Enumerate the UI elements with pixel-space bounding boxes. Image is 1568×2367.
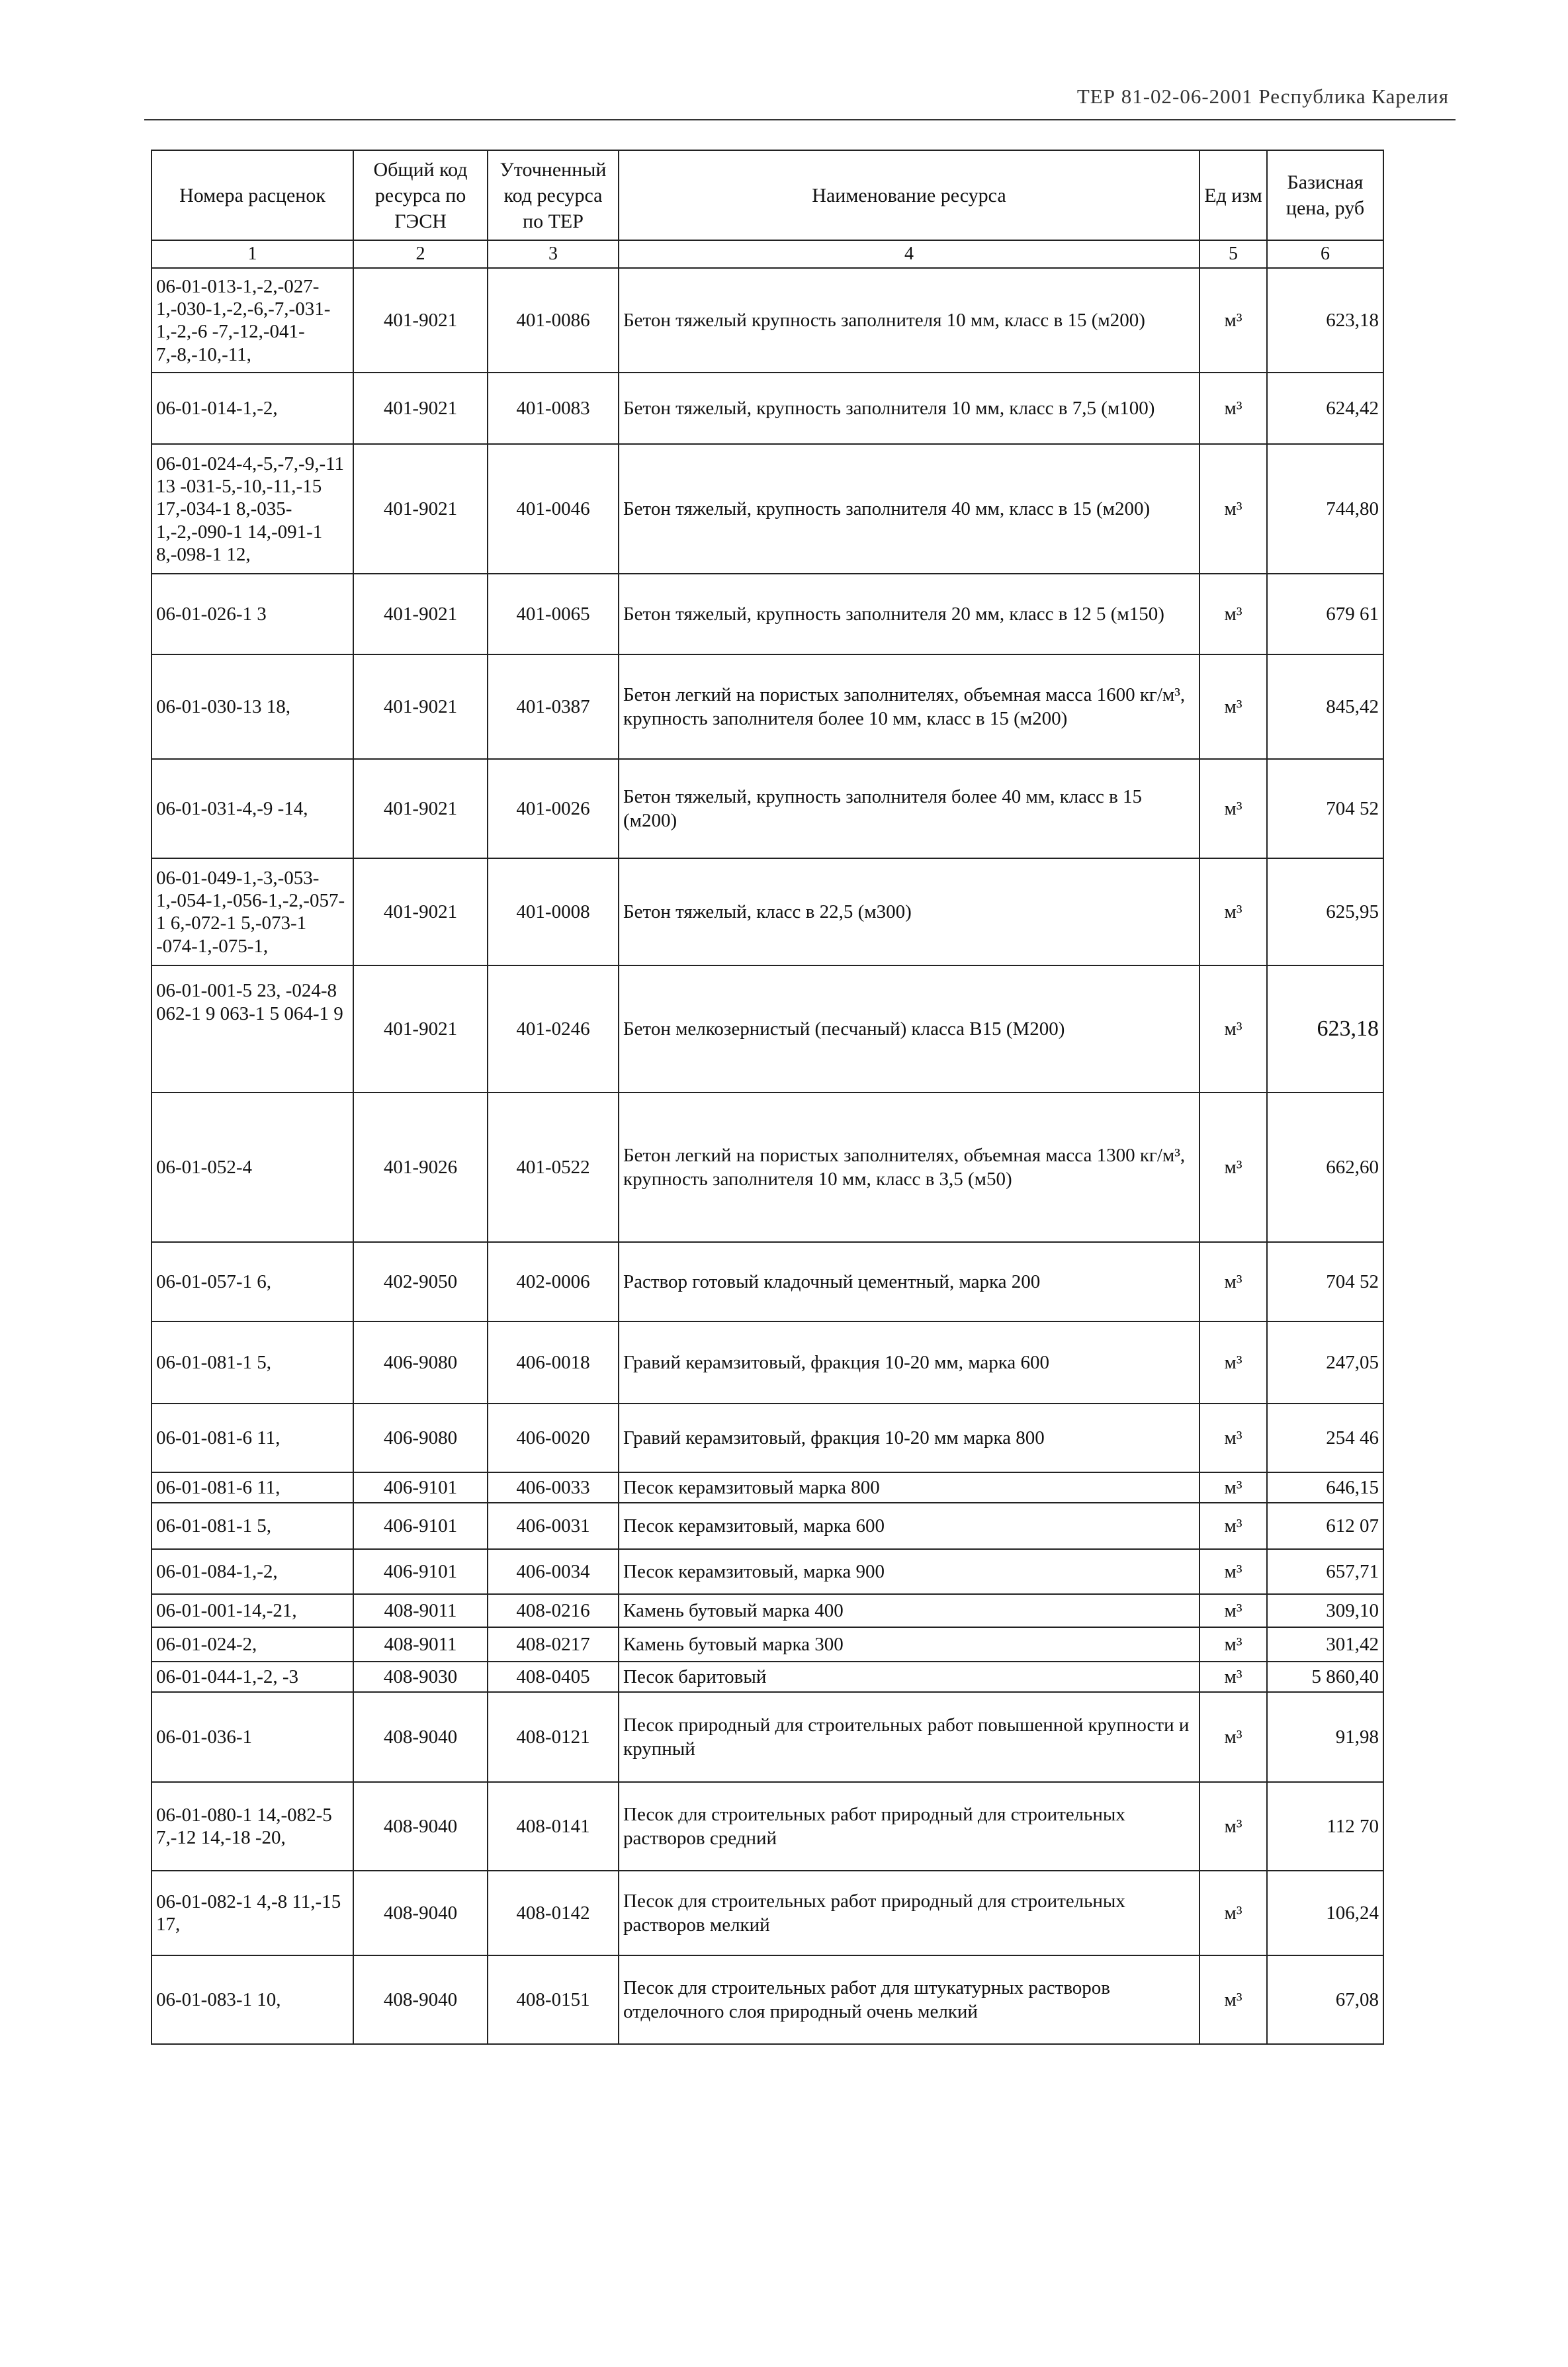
rate-numbers-cell: 06-01-001-14,-21, bbox=[152, 1594, 353, 1627]
ter-code-cell: 406-0034 bbox=[488, 1549, 619, 1594]
table-row bbox=[152, 1627, 1383, 1662]
column-number: 2 bbox=[353, 240, 488, 268]
table-row bbox=[152, 1503, 1383, 1549]
gesn-code-cell: 401-9021 bbox=[353, 965, 488, 1093]
table-row bbox=[152, 1093, 1383, 1242]
table-row bbox=[152, 268, 1383, 373]
gesn-code-cell: 406-9080 bbox=[353, 1321, 488, 1404]
column-number: 5 bbox=[1199, 240, 1267, 268]
rate-numbers-cell: 06-01-084-1,-2, bbox=[152, 1549, 353, 1594]
rate-numbers-cell: 06-01-044-1,-2, -3 bbox=[152, 1662, 353, 1692]
table-row bbox=[152, 1549, 1383, 1594]
price-cell: 657,71 bbox=[1267, 1549, 1383, 1594]
resource-name-cell: Песок для строительных работ для штукатурных растворов отделочного слоя природный очень мелкий bbox=[619, 1955, 1199, 2044]
table-row bbox=[152, 654, 1383, 759]
unit-cell: м³ bbox=[1199, 1242, 1267, 1321]
resource-name-cell: Гравий керамзитовый, фракция 10-20 мм, марка 600 bbox=[619, 1321, 1199, 1404]
unit-cell: м³ bbox=[1199, 1627, 1267, 1662]
price-cell: 309,10 bbox=[1267, 1594, 1383, 1627]
unit-cell: м³ bbox=[1199, 1321, 1267, 1404]
unit-cell: м³ bbox=[1199, 1549, 1267, 1594]
unit-cell: м³ bbox=[1199, 373, 1267, 444]
rate-numbers-cell: 06-01-024-4,-5,-7,-9,-11 13 -031-5,-10,-11,-15 17,-034-1 8,-035-1,-2,-090-1 14,-091-1 8,-098-1 12, bbox=[152, 444, 353, 574]
unit-cell: м³ bbox=[1199, 1404, 1267, 1472]
table-header-row bbox=[152, 150, 1383, 240]
table-row bbox=[152, 373, 1383, 444]
resource-name-cell: Бетон легкий на пористых заполнителях, объемная масса 1600 кг/м³, крупность заполнителя более 10 мм, класс в 15 (м200) bbox=[619, 654, 1199, 759]
price-cell: 845,42 bbox=[1267, 654, 1383, 759]
price-cell: 625,95 bbox=[1267, 858, 1383, 965]
resource-name-cell: Камень бутовый марка 300 bbox=[619, 1627, 1199, 1662]
gesn-code-cell: 408-9040 bbox=[353, 1782, 488, 1871]
resource-name-cell: Песок керамзитовый, марка 600 bbox=[619, 1503, 1199, 1549]
rate-numbers-cell: 06-01-024-2, bbox=[152, 1627, 353, 1662]
rate-numbers-cell: 06-01-030-13 18, bbox=[152, 654, 353, 759]
gesn-code-cell: 406-9080 bbox=[353, 1404, 488, 1472]
unit-cell: м³ bbox=[1199, 1662, 1267, 1692]
ter-code-cell: 401-0065 bbox=[488, 574, 619, 654]
resource-price-table bbox=[151, 150, 1384, 2045]
column-header-base-price: Базисная цена, руб bbox=[1267, 150, 1383, 240]
table-row bbox=[152, 1321, 1383, 1404]
price-cell: 704 52 bbox=[1267, 1242, 1383, 1321]
gesn-code-cell: 408-9030 bbox=[353, 1662, 488, 1692]
rate-numbers-cell: 06-01-081-1 5, bbox=[152, 1503, 353, 1549]
column-header-rates: Номера расценок bbox=[152, 150, 353, 240]
rate-numbers-cell: 06-01-057-1 6, bbox=[152, 1242, 353, 1321]
resource-name-cell: Бетон легкий на пористых заполнителях, объемная масса 1300 кг/м³, крупность заполнителя 10 мм, класс в 3,5 (м50) bbox=[619, 1093, 1199, 1242]
gesn-code-cell: 406-9101 bbox=[353, 1472, 488, 1503]
table-row bbox=[152, 1594, 1383, 1627]
gesn-code-cell: 401-9021 bbox=[353, 759, 488, 858]
resource-name-cell: Песок для строительных работ природный для строительных растворов мелкий bbox=[619, 1871, 1199, 1955]
unit-cell: м³ bbox=[1199, 965, 1267, 1093]
ter-code-cell: 406-0033 bbox=[488, 1472, 619, 1503]
gesn-code-cell: 408-9011 bbox=[353, 1594, 488, 1627]
gesn-code-cell: 401-9021 bbox=[353, 574, 488, 654]
gesn-code-cell: 401-9021 bbox=[353, 858, 488, 965]
unit-cell: м³ bbox=[1199, 574, 1267, 654]
price-cell: 106,24 bbox=[1267, 1871, 1383, 1955]
table-row bbox=[152, 1404, 1383, 1472]
rate-numbers-cell: 06-01-014-1,-2, bbox=[152, 373, 353, 444]
unit-cell: м³ bbox=[1199, 268, 1267, 373]
unit-cell: м³ bbox=[1199, 1093, 1267, 1242]
ter-code-cell: 401-0046 bbox=[488, 444, 619, 574]
ter-code-cell: 401-0026 bbox=[488, 759, 619, 858]
header-divider bbox=[144, 119, 1456, 120]
gesn-code-cell: 401-9021 bbox=[353, 373, 488, 444]
unit-cell: м³ bbox=[1199, 858, 1267, 965]
column-number: 6 bbox=[1267, 240, 1383, 268]
rate-numbers-cell: 06-01-083-1 10, bbox=[152, 1955, 353, 2044]
unit-cell: м³ bbox=[1199, 1871, 1267, 1955]
column-header-ter-code: Уточненный код ресурса по ТЕР bbox=[488, 150, 619, 240]
rate-numbers-cell: 06-01-031-4,-9 -14, bbox=[152, 759, 353, 858]
resource-name-cell: Песок для строительных работ природный для строительных растворов средний bbox=[619, 1782, 1199, 1871]
rate-numbers-cell: 06-01-081-6 11, bbox=[152, 1472, 353, 1503]
gesn-code-cell: 408-9011 bbox=[353, 1627, 488, 1662]
ter-code-cell: 401-0086 bbox=[488, 268, 619, 373]
price-cell: 646,15 bbox=[1267, 1472, 1383, 1503]
resource-name-cell: Бетон тяжелый, крупность заполнителя более 40 мм, класс в 15 (м200) bbox=[619, 759, 1199, 858]
table-row bbox=[152, 1472, 1383, 1503]
price-cell: 612 07 bbox=[1267, 1503, 1383, 1549]
resource-name-cell: Песок баритовый bbox=[619, 1662, 1199, 1692]
price-cell: 624,42 bbox=[1267, 373, 1383, 444]
page-header: ТЕР 81-02-06-2001 Республика Карелия bbox=[1076, 85, 1449, 108]
table-row bbox=[152, 1871, 1383, 1955]
ter-code-cell: 406-0018 bbox=[488, 1321, 619, 1404]
column-header-gesn-code: Общий код ресурса по ГЭСН bbox=[353, 150, 488, 240]
ter-code-cell: 401-0083 bbox=[488, 373, 619, 444]
table-row bbox=[152, 1782, 1383, 1871]
unit-cell: м³ bbox=[1199, 444, 1267, 574]
table-row bbox=[152, 759, 1383, 858]
ter-code-cell: 406-0031 bbox=[488, 1503, 619, 1549]
gesn-code-cell: 402-9050 bbox=[353, 1242, 488, 1321]
ter-code-cell: 401-0246 bbox=[488, 965, 619, 1093]
table-row bbox=[152, 574, 1383, 654]
unit-cell: м³ bbox=[1199, 1692, 1267, 1782]
rate-numbers-cell: 06-01-082-1 4,-8 11,-15 17, bbox=[152, 1871, 353, 1955]
resource-name-cell: Бетон тяжелый, крупность заполнителя 40 мм, класс в 15 (м200) bbox=[619, 444, 1199, 574]
price-cell: 112 70 bbox=[1267, 1782, 1383, 1871]
resource-name-cell: Бетон тяжелый крупность заполнителя 10 мм, класс в 15 (м200) bbox=[619, 268, 1199, 373]
gesn-code-cell: 408-9040 bbox=[353, 1955, 488, 2044]
gesn-code-cell: 406-9101 bbox=[353, 1503, 488, 1549]
table-row bbox=[152, 1955, 1383, 2044]
rate-numbers-cell: 06-01-080-1 14,-082-5 7,-12 14,-18 -20, bbox=[152, 1782, 353, 1871]
rate-numbers-cell: 06-01-036-1 bbox=[152, 1692, 353, 1782]
unit-cell: м³ bbox=[1199, 654, 1267, 759]
column-number: 4 bbox=[619, 240, 1199, 268]
column-number-row bbox=[152, 240, 1383, 268]
column-header-resource-name: Наименование ресурса bbox=[619, 150, 1199, 240]
rate-numbers-cell: 06-01-013-1,-2,-027-1,-030-1,-2,-6,-7,-031-1,-2,-6 -7,-12,-041-7,-8,-10,-11, bbox=[152, 268, 353, 373]
price-cell: 704 52 bbox=[1267, 759, 1383, 858]
unit-cell: м³ bbox=[1199, 1594, 1267, 1627]
ter-code-cell: 406-0020 bbox=[488, 1404, 619, 1472]
gesn-code-cell: 408-9040 bbox=[353, 1871, 488, 1955]
unit-cell: м³ bbox=[1199, 1782, 1267, 1871]
resource-name-cell: Бетон мелкозернистый (песчаный) класса В15 (М200) bbox=[619, 965, 1199, 1093]
rate-numbers-cell: 06-01-081-6 11, bbox=[152, 1404, 353, 1472]
price-cell: 623,18 bbox=[1267, 268, 1383, 373]
unit-cell: м³ bbox=[1199, 1503, 1267, 1549]
table-row bbox=[152, 1662, 1383, 1692]
ter-code-cell: 408-0141 bbox=[488, 1782, 619, 1871]
ter-code-cell: 402-0006 bbox=[488, 1242, 619, 1321]
ter-code-cell: 408-0121 bbox=[488, 1692, 619, 1782]
resource-name-cell: Песок керамзитовый, марка 900 bbox=[619, 1549, 1199, 1594]
unit-cell: м³ bbox=[1199, 1955, 1267, 2044]
unit-cell: м³ bbox=[1199, 1472, 1267, 1503]
resource-name-cell: Бетон тяжелый, класс в 22,5 (м300) bbox=[619, 858, 1199, 965]
resource-name-cell: Бетон тяжелый, крупность заполнителя 20 мм, класс в 12 5 (м150) bbox=[619, 574, 1199, 654]
column-number: 3 bbox=[488, 240, 619, 268]
price-cell: 301,42 bbox=[1267, 1627, 1383, 1662]
gesn-code-cell: 401-9026 bbox=[353, 1093, 488, 1242]
resource-name-cell: Камень бутовый марка 400 bbox=[619, 1594, 1199, 1627]
rate-numbers-cell: 06-01-026-1 3 bbox=[152, 574, 353, 654]
ter-code-cell: 401-0008 bbox=[488, 858, 619, 965]
table-row bbox=[152, 444, 1383, 574]
rate-numbers-cell: 06-01-001-5 23, -024-8 062-1 9 063-1 5 064-1 9 bbox=[152, 965, 353, 1093]
price-cell: 662,60 bbox=[1267, 1093, 1383, 1242]
price-cell: 744,80 bbox=[1267, 444, 1383, 574]
unit-cell: м³ bbox=[1199, 759, 1267, 858]
table-row bbox=[152, 965, 1383, 1093]
price-cell: 91,98 bbox=[1267, 1692, 1383, 1782]
gesn-code-cell: 401-9021 bbox=[353, 444, 488, 574]
resource-name-cell: Бетон тяжелый, крупность заполнителя 10 мм, класс в 7,5 (м100) bbox=[619, 373, 1199, 444]
ter-code-cell: 401-0522 bbox=[488, 1093, 619, 1242]
rate-numbers-cell: 06-01-081-1 5, bbox=[152, 1321, 353, 1404]
ter-code-cell: 408-0217 bbox=[488, 1627, 619, 1662]
column-header-unit: Ед изм bbox=[1199, 150, 1267, 240]
price-cell: 254 46 bbox=[1267, 1404, 1383, 1472]
ter-code-cell: 408-0405 bbox=[488, 1662, 619, 1692]
price-cell: 67,08 bbox=[1267, 1955, 1383, 2044]
gesn-code-cell: 401-9021 bbox=[353, 654, 488, 759]
resource-name-cell: Раствор готовый кладочный цементный, марка 200 bbox=[619, 1242, 1199, 1321]
rate-numbers-cell: 06-01-052-4 bbox=[152, 1093, 353, 1242]
resource-name-cell: Гравий керамзитовый, фракция 10-20 мм марка 800 bbox=[619, 1404, 1199, 1472]
gesn-code-cell: 406-9101 bbox=[353, 1549, 488, 1594]
price-cell: 5 860,40 bbox=[1267, 1662, 1383, 1692]
resource-name-cell: Песок керамзитовый марка 800 bbox=[619, 1472, 1199, 1503]
gesn-code-cell: 401-9021 bbox=[353, 268, 488, 373]
ter-code-cell: 408-0142 bbox=[488, 1871, 619, 1955]
price-cell: 623,18 bbox=[1267, 965, 1383, 1093]
rate-numbers-cell: 06-01-049-1,-3,-053-1,-054-1,-056-1,-2,-057-1 6,-072-1 5,-073-1 -074-1,-075-1, bbox=[152, 858, 353, 965]
ter-code-cell: 408-0151 bbox=[488, 1955, 619, 2044]
gesn-code-cell: 408-9040 bbox=[353, 1692, 488, 1782]
price-cell: 247,05 bbox=[1267, 1321, 1383, 1404]
ter-code-cell: 408-0216 bbox=[488, 1594, 619, 1627]
table-row bbox=[152, 1692, 1383, 1782]
column-number: 1 bbox=[152, 240, 353, 268]
table-row bbox=[152, 858, 1383, 965]
resource-name-cell: Песок природный для строительных работ повышенной крупности и крупный bbox=[619, 1692, 1199, 1782]
ter-code-cell: 401-0387 bbox=[488, 654, 619, 759]
price-cell: 679 61 bbox=[1267, 574, 1383, 654]
table-row bbox=[152, 1242, 1383, 1321]
